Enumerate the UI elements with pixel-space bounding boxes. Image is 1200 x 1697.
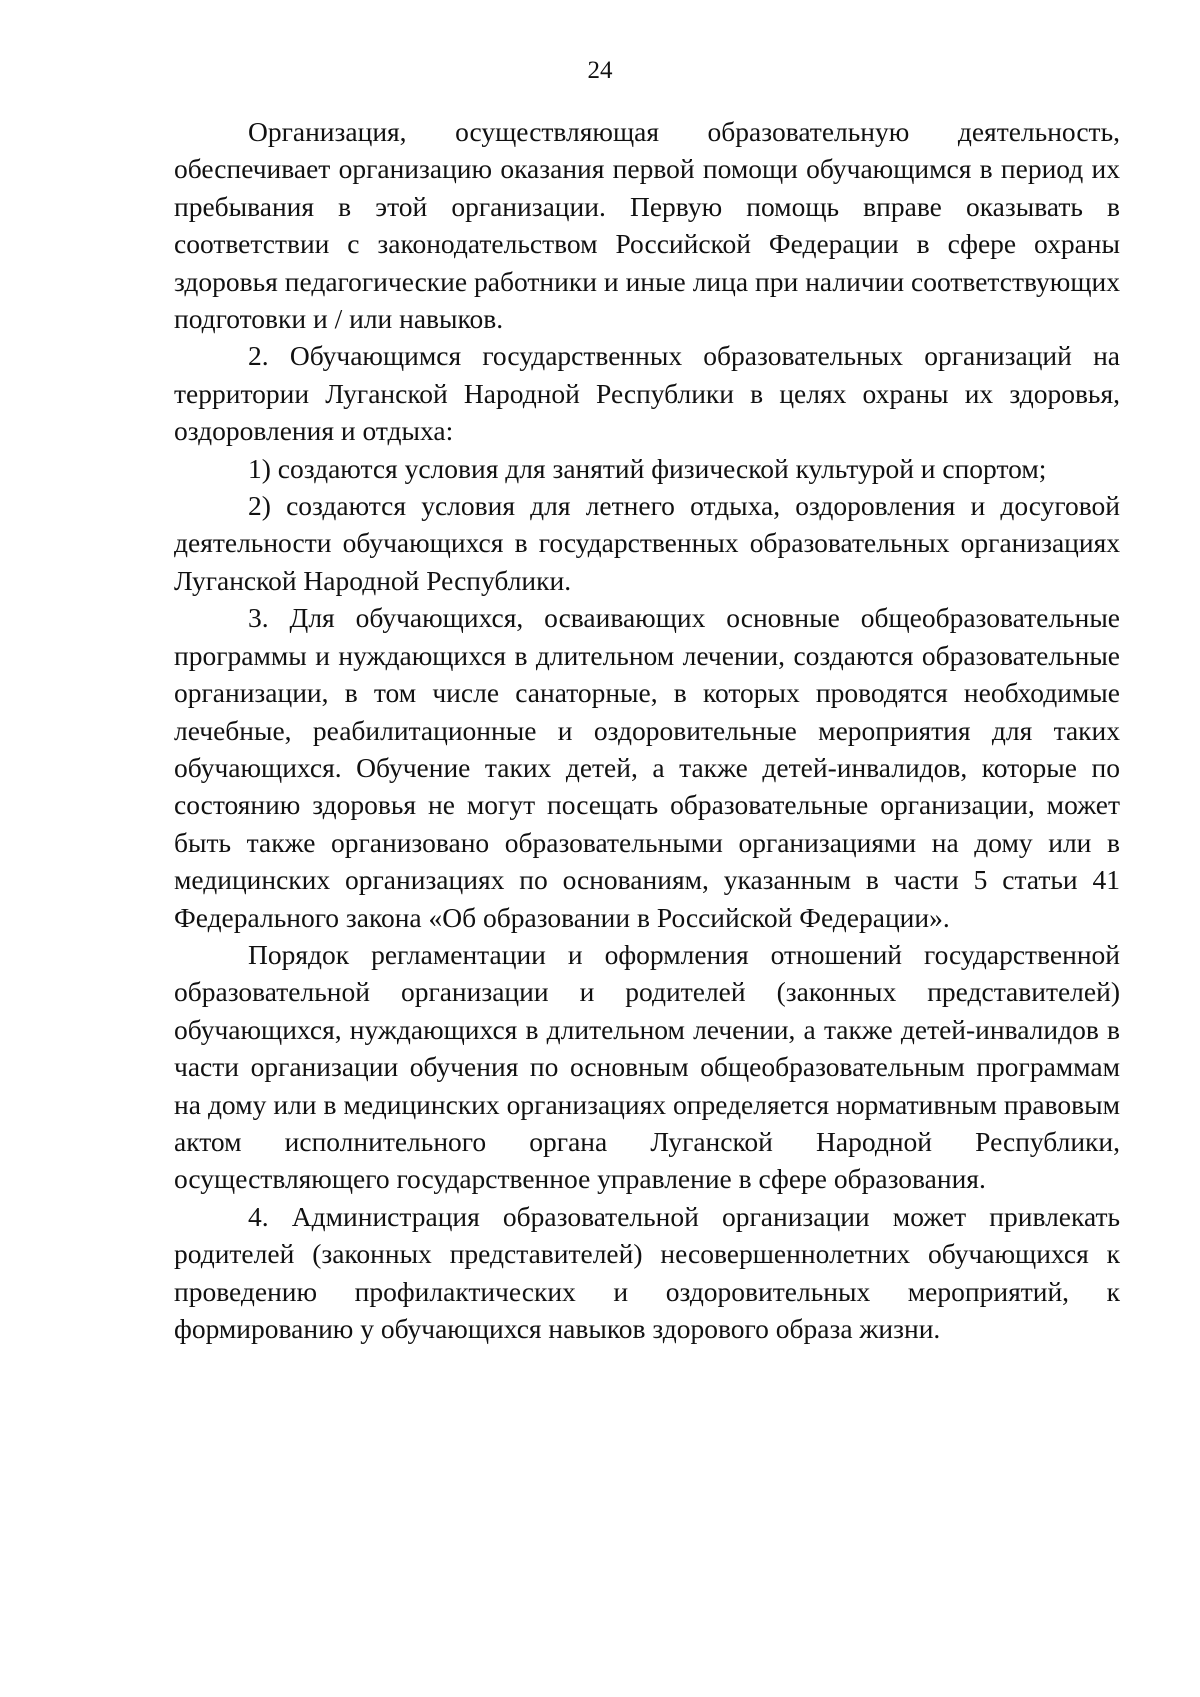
paragraph-item-3: 3. Для обучающихся, осваивающих основные общеобразовательные программы и нуждающихся в длительном лечении, создаются образовательные организации, в том числе санаторные, в которых проводятся необходимые лечебные, реабилитационные и оздоровительные мероприятия для таких обучающихся. Обучение таких детей, а также детей-инвалидов, которые по состоянию здоровья не могут посещать образовательные организации, может быть также организовано образовательными организациями на дому или в медицинских организациях по основаниям, указанным в части 5 статьи 41 Федерального закона «Об образовании в Российской Федерации».: [174, 602, 1120, 933]
paragraph-item-2: 2. Обучающимся государственных образовательных организаций на территории Луганской Народной Республики в целях охраны их здоровья, оздоровления и отдыха:: [174, 340, 1120, 447]
page-number: 24: [587, 57, 613, 84]
paragraph-subitem-2-2: 2) создаются условия для летнего отдыха, оздоровления и досуговой деятельности обучающихся в государственных образовательных организациях Луганской Народной Республики.: [174, 490, 1120, 596]
paragraph-procedure: Порядок регламентации и оформления отношений государственной образовательной организации и родителей (законных представителей) обучающихся, нуждающихся в длительном лечении, а также детей-инвалидов в части организации обучения по основным общеобразовательным программам на дому или в медицинских организациях определяется нормативным правовым актом исполнительного органа Луганской Народной Республики, осуществляющего государственное управление в сфере образования.: [174, 938, 1120, 1195]
paragraph-first-aid: Организация, осуществляющая образовательную деятельность, обеспечивает организацию оказания первой помощи обучающимся в период их пребывания в этой организации. Первую помощь вправе оказывать в соответствии с законодательством Российской Федерации в сфере охраны здоровья педагогические работники и иные лица при наличии соответствующих подготовки и / или навыков.: [174, 116, 1120, 335]
document-body: [174, 113, 1120, 1347]
paragraph-item-4: 4. Администрация образовательной организации может привлекать родителей (законных представителей) несовершеннолетних обучающихся к проведению профилактических и оздоровительных мероприятий, к формированию у обучающихся навыков здорового образа жизни.: [174, 1200, 1120, 1344]
paragraph-subitem-2-1: 1) создаются условия для занятий физической культурой и спортом;: [248, 452, 1047, 484]
